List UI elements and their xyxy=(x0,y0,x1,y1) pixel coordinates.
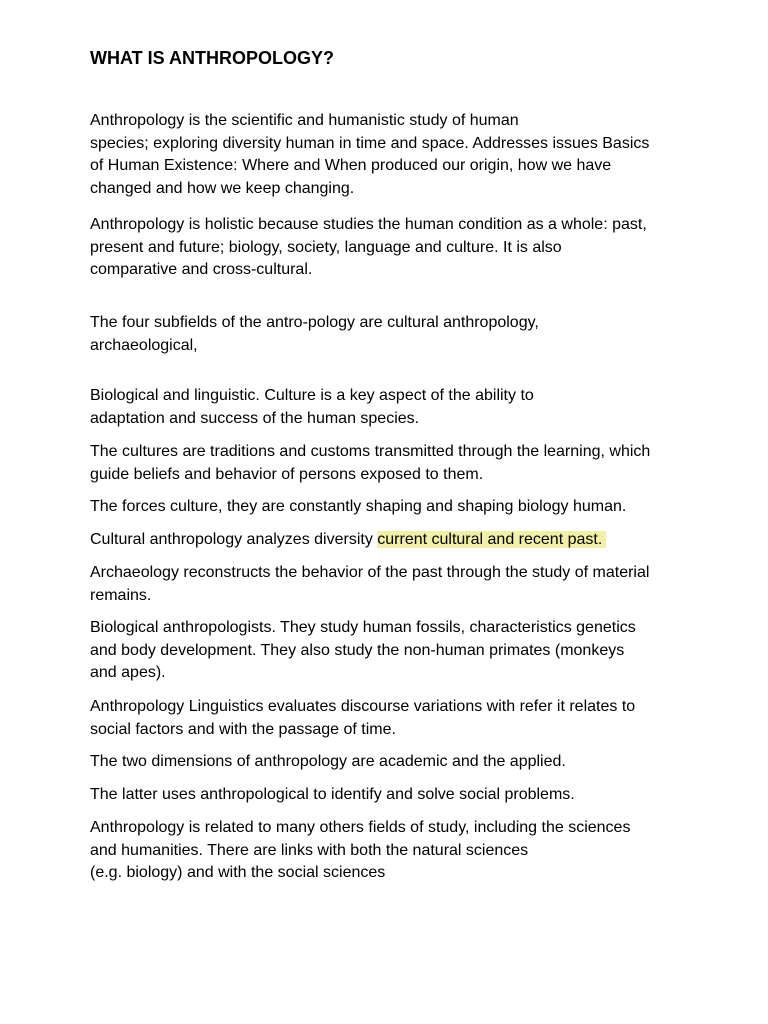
paragraph-line: and apes). xyxy=(90,664,166,682)
paragraph-linguistics xyxy=(90,696,710,741)
paragraph-biological xyxy=(90,617,710,685)
paragraph-cultural-anthropology xyxy=(90,529,710,552)
paragraph-line: Archaeology reconstructs the behavior of the past through the study of material xyxy=(90,564,650,581)
paragraph-cultures xyxy=(90,441,710,486)
paragraph-line: social factors and with the passage of time. xyxy=(90,720,396,738)
paragraph-holistic xyxy=(90,214,710,282)
paragraph-line: of Human Existence: Where and When produced our origin, how we have xyxy=(90,157,612,175)
paragraph-forces xyxy=(90,496,710,519)
paragraph-text: Cultural anthropology analyzes diversity xyxy=(90,531,378,548)
paragraph-related-fields xyxy=(90,817,710,885)
paragraph-line: remains. xyxy=(90,586,152,604)
paragraph-line: Anthropology Linguistics evaluates discourse variations with refer it relates to xyxy=(90,698,636,715)
paragraph-line: species; exploring diversity human in time and space. Addresses issues Basics xyxy=(90,134,650,152)
paragraph-line: The forces culture, they are constantly shaping and shaping biology human. xyxy=(90,498,627,515)
paragraph-line: Biological and linguistic. Culture is a key aspect of the ability to xyxy=(90,387,534,404)
paragraph-dimensions xyxy=(90,751,710,774)
paragraph-archaeology xyxy=(90,562,710,607)
paragraph-line: present and future; biology, society, language and culture. It is also xyxy=(90,238,562,256)
highlighted-text: current cultural and recent past. xyxy=(377,531,606,548)
paragraph-line: guide beliefs and behavior of persons exposed to them. xyxy=(90,465,484,483)
paragraph-line: The four subfields of the antro-pology are cultural anthropology, xyxy=(90,314,539,331)
paragraph-line: The two dimensions of anthropology are academic and the applied. xyxy=(90,753,566,770)
paragraph-line: adaptation and success of the human species. xyxy=(90,409,420,427)
paragraph-line: Anthropology is the scientific and humanistic study of human xyxy=(90,112,519,129)
paragraph-line: (e.g. biology) and with the social sciences xyxy=(90,864,386,882)
paragraph-line: Anthropology is related to many others fields of study, including the sciences xyxy=(90,819,631,836)
paragraph-line: comparative and cross-cultural. xyxy=(90,261,313,279)
paragraph-line: and humanities. There are links with both the natural sciences xyxy=(90,841,529,859)
paragraph-applied xyxy=(90,784,710,807)
paragraph-line: Anthropology is holistic because studies the human condition as a whole: past, xyxy=(90,216,647,233)
paragraph-line: changed and how we keep changing. xyxy=(90,179,355,197)
paragraph-definition xyxy=(90,110,710,200)
paragraph-culture-aspect xyxy=(90,385,710,430)
paragraph-line: Biological anthropologists. They study human fossils, characteristics genetics xyxy=(90,619,636,636)
paragraph-line: archaeological, xyxy=(90,336,198,354)
paragraph-line: The cultures are traditions and customs transmitted through the learning, which xyxy=(90,443,651,460)
paragraph-subfields xyxy=(90,312,710,357)
paragraph-line: and body development. They also study the non-human primates (monkeys xyxy=(90,641,625,659)
paragraph-line: The latter uses anthropological to identify and solve social problems. xyxy=(90,786,575,803)
document-title: WHAT IS ANTHROPOLOGY? xyxy=(90,48,334,68)
paragraph-line xyxy=(90,529,710,552)
